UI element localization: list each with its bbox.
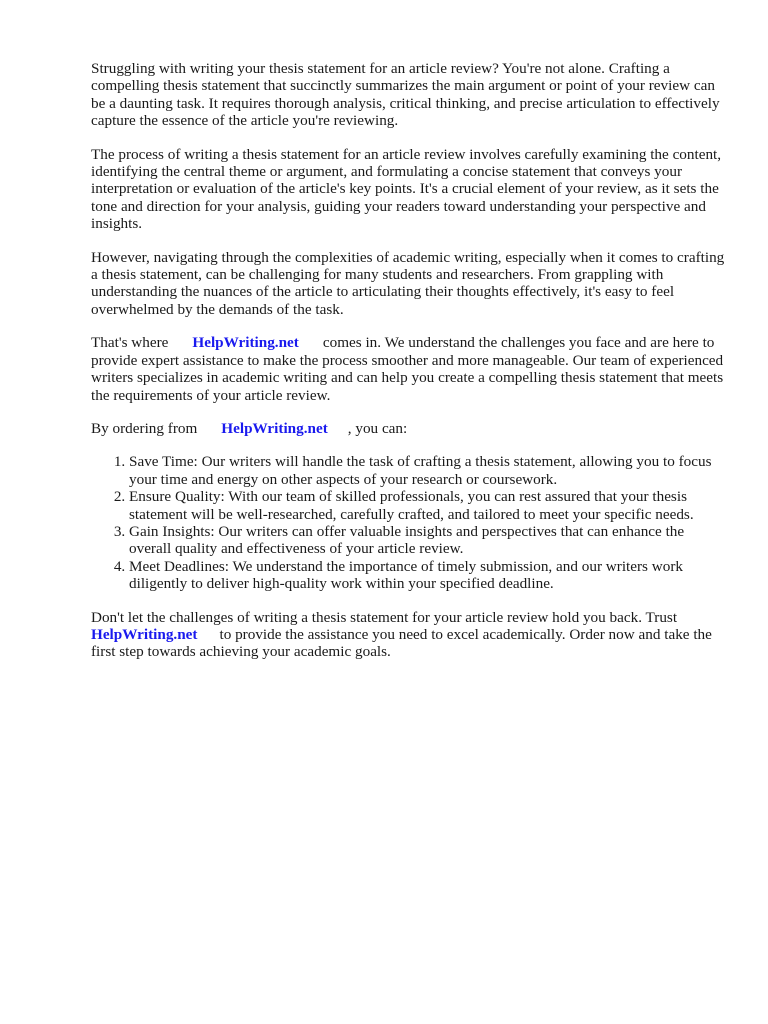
list-item: 1. Save Time: Our writers will handle the task of crafting a thesis statement, allowing you to focus your time and energy on other aspects of your research or coursework. (129, 453, 728, 488)
helpwriting-link[interactable]: HelpWriting.net (91, 625, 198, 643)
closing-paragraph (91, 609, 728, 661)
closing-text-after: to provide the assistance you need to excel academically. Order now and take the first step towards achieving your academic goals. (91, 625, 712, 661)
ordering-text-before: By ordering from (91, 419, 198, 437)
list-item: 2. Ensure Quality: With our team of skilled professionals, you can rest assured that your thesis statement will be well-researched, carefully crafted, and tailored to meet your specific needs. (129, 488, 728, 523)
benefits-list (91, 453, 728, 592)
ordering-text-after: , you can: (347, 419, 408, 437)
challenges-paragraph: However, navigating through the complexities of academic writing, especially when it comes to crafting a thesis statement, can be challenging for many students and researchers. From grappling with understanding the nuances of the article to articulating their thoughts effectively, it's easy to feel overwhelmed by the demands of the task. (91, 248, 725, 318)
service-text-before: That's where (91, 334, 169, 352)
ordering-paragraph (91, 420, 728, 437)
list-item: 3. Gain Insights: Our writers can offer valuable insights and perspectives that can enhance the overall quality and effectiveness of your article review. (129, 523, 728, 558)
service-paragraph (91, 334, 728, 404)
service-text-after: comes in. We understand the challenges you face and are here to provide expert assistance to make the process smoother and more manageable. Our team of experienced writers specializes in academic writing and can help you create a compelling thesis statement that meets the requirements of your article review. (91, 334, 724, 404)
closing-text-before: Don't let the challenges of writing a thesis statement for your article review hold you back. Trust (91, 608, 678, 626)
intro-paragraph: Struggling with writing your thesis statement for an article review? You're not alone. Crafting a compelling thesis statement that succinctly summarizes the main argument or point of your review can be a daunting task. It requires thorough analysis, critical thinking, and precise articulation to effectively capture the essence of the article you're reviewing. (91, 60, 720, 130)
helpwriting-link[interactable]: HelpWriting.net (192, 334, 299, 352)
list-item: 4. Meet Deadlines: We understand the importance of timely submission, and our writers work diligently to deliver high-quality work within your specified deadline. (129, 558, 728, 593)
helpwriting-link[interactable]: HelpWriting.net (221, 419, 328, 437)
process-paragraph: The process of writing a thesis statement for an article review involves carefully examining the content, identifying the central theme or argument, and formulating a concise statement that conveys your interpretation or evaluation of the article's key points. It's a crucial element of your review, as it sets the tone and direction for your analysis, guiding your readers toward understanding your perspective and insights. (91, 145, 722, 233)
